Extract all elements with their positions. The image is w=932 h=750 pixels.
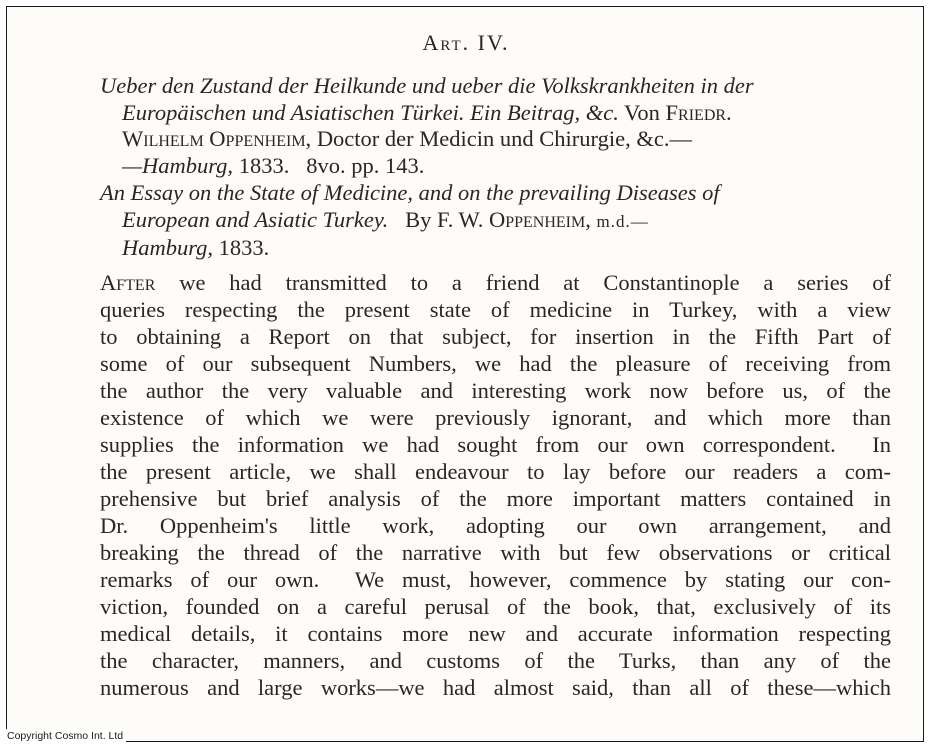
publication-place: —Hamburg, [122, 152, 234, 178]
body-line: queries respecting the present state of medicine in Turkey, with a view [100, 297, 891, 322]
entry-line: Ueber den Zustand der Heilkunde und ueber die Volkskrankheiten in der [100, 73, 754, 98]
body-line: Dr. Oppenheim's little work, adopting our own arrangement, and [100, 513, 891, 538]
bibliographic-entry-english [100, 180, 895, 262]
entry-line [100, 235, 895, 262]
opening-word: After [100, 270, 156, 295]
entry-text: Von [624, 99, 660, 125]
article-heading: Art. IV. [422, 30, 510, 55]
body-line: supplies the information we had sought from our own correspondent. In [100, 432, 891, 457]
publication-place: Hamburg, [122, 235, 214, 260]
body-line: the author the very valuable and interesting work now before us, of the [100, 378, 891, 403]
body-line-text: we had transmitted to a friend at Constantinople a series of [179, 270, 891, 295]
body-line: viction, founded on a careful perusal of the book, that, exclusively of its [100, 594, 891, 619]
entry-title-text: Europäischen und Asiatischen Türkei. Ein Beitrag, &c. [122, 99, 619, 125]
body-line: remarks of our own. We must, however, commence by stating our con- [100, 567, 891, 592]
entry-text: Doctor der Medicin und Chirurgie, &c.— [316, 126, 692, 151]
body-line: existence of which we were previously ignorant, and which more than [100, 405, 891, 430]
body-line [100, 269, 891, 296]
article-body [100, 269, 891, 701]
body-line: to obtaining a Report on that subject, for insertion in the Fifth Part of [100, 324, 891, 349]
entry-line [100, 126, 895, 153]
entry-line [100, 207, 895, 236]
body-line: breaking the thread of the narrative with but few observations or critical [100, 540, 891, 565]
entry-line: An Essay on the State of Medicine, and on the prevailing Diseases of [100, 180, 720, 205]
author-name: Wilhelm Oppenheim, [122, 126, 312, 151]
author-name: Friedr. [665, 99, 732, 125]
copyright-notice: Copyright Cosmo Int. Ltd [4, 729, 126, 743]
entry-title-text: European and Asiatic Turkey. [122, 206, 389, 232]
body-line: some of our subsequent Numbers, we had the pleasure of receiving from [100, 351, 891, 376]
entry-text: By F. W. [405, 206, 484, 232]
body-line: prehensive but brief analysis of the more important matters contained in [100, 486, 891, 511]
entry-line [100, 100, 895, 127]
author-name: Oppenheim, [488, 206, 591, 232]
body-line: numerous and large works—we had almost said, than all of these—which [100, 675, 891, 700]
entry-text: 1833. 8vo. pp. 143. [238, 152, 425, 178]
body-line: medical details, it contains more new and accurate information respecting [100, 621, 891, 646]
body-line: the present article, we shall endeavour to lay before our readers a com- [100, 459, 891, 484]
bibliographic-entry-german [100, 73, 895, 179]
entry-text: 1833. [218, 235, 270, 260]
body-line: the character, manners, and customs of the Turks, than any of the [100, 648, 891, 673]
degree-abbrev: m.d.— [596, 211, 649, 231]
entry-line [100, 153, 895, 180]
